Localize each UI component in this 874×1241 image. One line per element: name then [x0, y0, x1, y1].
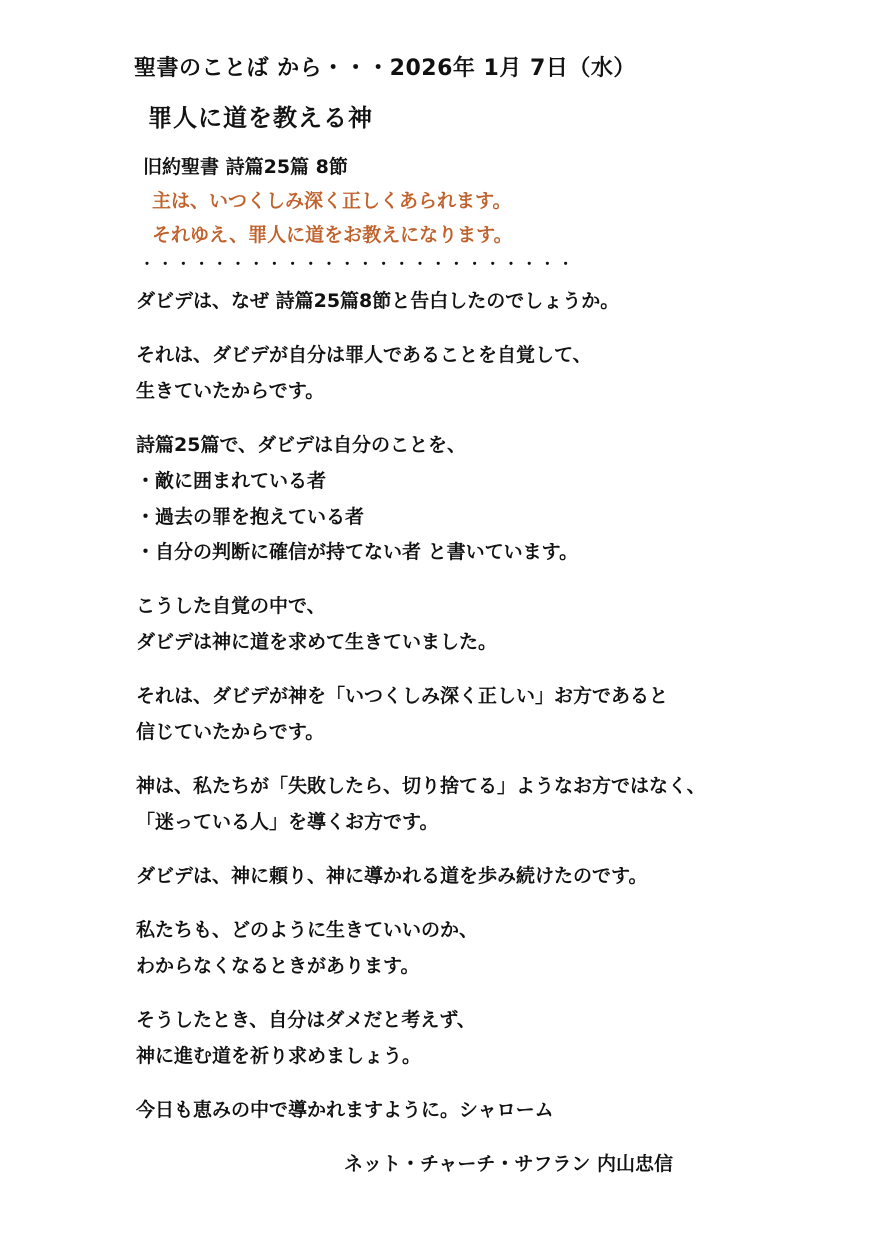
body-line: それは、ダビデが自分は罪人であることを自覚して、 [136, 344, 592, 366]
body-line: こうした自覚の中で、 [136, 595, 326, 617]
closing-line: 今日も恵みの中で導かれますように。シャローム [136, 1099, 554, 1121]
list-item: ・過去の罪を抱えている者 [136, 506, 365, 528]
body-line: わからなくなるときがあります。 [136, 955, 420, 977]
verse-line-2: それゆえ、罪人に道をお教えになります。 [152, 224, 513, 246]
list-item: ・敵に囲まれている者 [136, 470, 327, 492]
body-line: 神は、私たちが「失敗したら、切り捨てる」ようなお方ではなく、 [136, 775, 706, 797]
date-header: 聖書のことば から・・・2026年 1月 7日（水） [134, 56, 636, 81]
body-line: 信じていたからです。 [136, 721, 325, 743]
scripture-reference: 旧約聖書 詩篇25篇 8節 [143, 156, 348, 178]
body-line: ダビデは、神に頼り、神に導かれる道を歩み続けたのです。 [136, 865, 648, 887]
body-line: 詩篇25篇で、ダビデは自分のことを、 [136, 434, 467, 456]
body-line: ダビデは、なぜ 詩篇25篇8節と告白したのでしょうか。 [136, 290, 620, 312]
body-line: ダビデは神に道を求めて生きていました。 [136, 631, 498, 653]
body-line: そうしたとき、自分はダメだと考えず、 [136, 1009, 476, 1031]
body-line: それは、ダビデが神を「いつくしみ深く正しい」お方であると [136, 685, 669, 707]
body-line: 生きていたからです。 [136, 380, 325, 402]
body-line: 私たちも、どのように生きていいのか、 [136, 919, 479, 941]
dotted-separator: ・・・・・・・・・・・・・・・・・・・・・・・・ [140, 257, 577, 273]
list-item: ・自分の判断に確信が持てない者 と書いています。 [136, 541, 579, 563]
verse-line-1: 主は、いつくしみ深く正しくあられます。 [152, 190, 512, 212]
body-line: 「迷っている人」を導くお方です。 [136, 811, 439, 833]
page-title: 罪人に道を教える神 [148, 104, 373, 132]
body-line: 神に進む道を祈り求めましょう。 [136, 1045, 422, 1067]
signature: ネット・チャーチ・サフラン 内山忠信 [344, 1153, 674, 1175]
